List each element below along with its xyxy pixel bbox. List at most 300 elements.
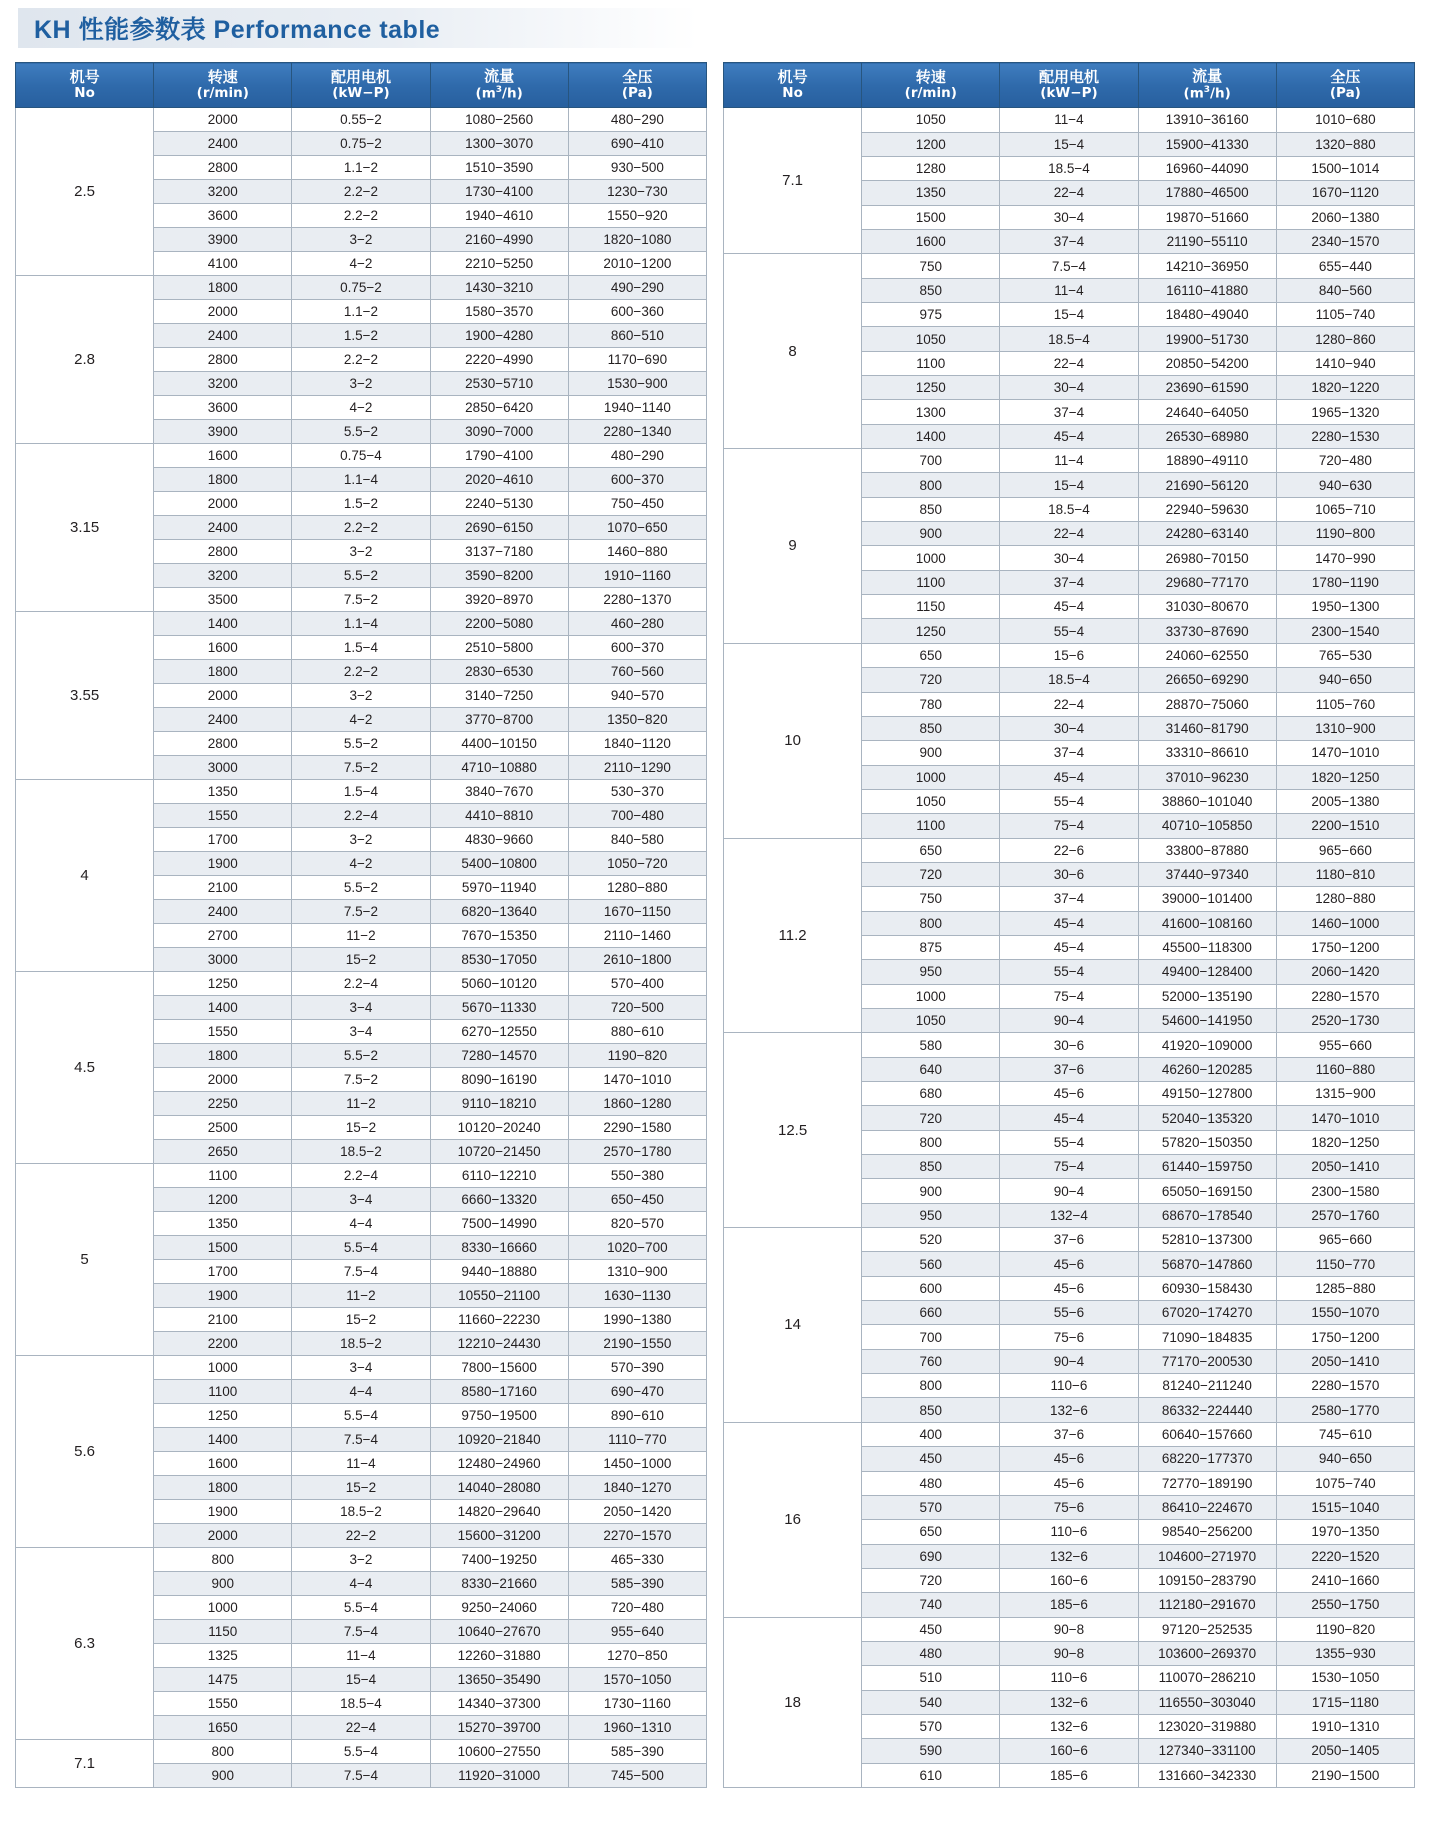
cell-rpm: 1800: [154, 1476, 292, 1500]
cell-pressure: 2290−1580: [568, 1116, 706, 1140]
cell-flow: 5670−11330: [430, 996, 568, 1020]
cell-rpm: 1600: [154, 1452, 292, 1476]
header-motor-unit: (kW−P): [1040, 85, 1098, 101]
cell-pressure: 1515−1040: [1276, 1495, 1414, 1519]
cell-rpm: 1250: [154, 1404, 292, 1428]
table-body-left: [16, 108, 707, 1788]
cell-motor: 37−4: [1000, 400, 1138, 424]
cell-motor: 4−2: [292, 252, 430, 276]
cell-pressure: 760−560: [568, 660, 706, 684]
cell-motor: 2.2−2: [292, 660, 430, 684]
header-no-cn: 机号: [69, 67, 100, 86]
header-no: [16, 63, 154, 108]
table-row: [16, 972, 707, 996]
cell-pressure: 2060−1420: [1276, 960, 1414, 984]
cell-motor: 30−6: [1000, 1033, 1138, 1057]
cell-pressure: 480−290: [568, 108, 706, 132]
cell-pressure: 1070−650: [568, 516, 706, 540]
cell-motor: 5.5−2: [292, 876, 430, 900]
cell-flow: 9110−18210: [430, 1092, 568, 1116]
cell-motor: 90−4: [1000, 1179, 1138, 1203]
cell-rpm: 700: [862, 449, 1000, 473]
cell-rpm: 1900: [154, 1284, 292, 1308]
cell-rpm: 3600: [154, 204, 292, 228]
cell-model-no: 14: [724, 1228, 862, 1423]
cell-rpm: 3500: [154, 588, 292, 612]
cell-rpm: 510: [862, 1666, 1000, 1690]
cell-flow: 7670−15350: [430, 924, 568, 948]
cell-flow: 1900−4280: [430, 324, 568, 348]
cell-pressure: 720−480: [1276, 449, 1414, 473]
cell-motor: 37−4: [1000, 887, 1138, 911]
cell-rpm: 2000: [154, 300, 292, 324]
cell-pressure: 765−530: [1276, 643, 1414, 667]
cell-motor: 37−4: [1000, 229, 1138, 253]
cell-flow: 18890−49110: [1138, 449, 1276, 473]
cell-rpm: 1150: [862, 595, 1000, 619]
cell-rpm: 570: [862, 1714, 1000, 1738]
cell-rpm: 1100: [862, 570, 1000, 594]
cell-motor: 4−4: [292, 1212, 430, 1236]
cell-pressure: 1180−810: [1276, 862, 1414, 886]
table-row: [724, 1617, 1415, 1641]
cell-pressure: 690−470: [568, 1380, 706, 1404]
cell-rpm: 740: [862, 1593, 1000, 1617]
cell-motor: 4−4: [292, 1380, 430, 1404]
cell-flow: 10720−21450: [430, 1140, 568, 1164]
cell-pressure: 720−500: [568, 996, 706, 1020]
cell-rpm: 2200: [154, 1332, 292, 1356]
cell-pressure: 465−330: [568, 1548, 706, 1572]
cell-rpm: 1400: [154, 996, 292, 1020]
cell-motor: 0.75−4: [292, 444, 430, 468]
cell-motor: 5.5−2: [292, 564, 430, 588]
cell-flow: 123020−319880: [1138, 1714, 1276, 1738]
cell-pressure: 650−450: [568, 1188, 706, 1212]
cell-model-no: 16: [724, 1422, 862, 1617]
cell-pressure: 1730−1160: [568, 1692, 706, 1716]
cell-pressure: 585−390: [568, 1572, 706, 1596]
cell-rpm: 750: [862, 254, 1000, 278]
cell-pressure: 1110−770: [568, 1428, 706, 1452]
cell-flow: 33730−87690: [1138, 619, 1276, 643]
table-body-right: [724, 108, 1415, 1788]
cell-flow: 3770−8700: [430, 708, 568, 732]
cell-rpm: 1900: [154, 1500, 292, 1524]
cell-pressure: 1820−1250: [1276, 765, 1414, 789]
cell-rpm: 2100: [154, 876, 292, 900]
cell-pressure: 1780−1190: [1276, 570, 1414, 594]
cell-rpm: 2250: [154, 1092, 292, 1116]
cell-pressure: 1105−740: [1276, 303, 1414, 327]
cell-pressure: 1190−800: [1276, 522, 1414, 546]
table-row: [724, 1228, 1415, 1252]
cell-flow: 24280−63140: [1138, 522, 1276, 546]
cell-motor: 160−6: [1000, 1739, 1138, 1763]
cell-rpm: 1600: [154, 444, 292, 468]
cell-pressure: 940−650: [1276, 1447, 1414, 1471]
cell-flow: 1790−4100: [430, 444, 568, 468]
cell-motor: 15−2: [292, 1308, 430, 1332]
cell-model-no: 5.6: [16, 1356, 154, 1548]
cell-flow: 29680−77170: [1138, 570, 1276, 594]
cell-flow: 15270−39700: [430, 1716, 568, 1740]
cell-rpm: 450: [862, 1447, 1000, 1471]
cell-flow: 5400−10800: [430, 852, 568, 876]
cell-pressure: 1750−1200: [1276, 935, 1414, 959]
table-row: [16, 612, 707, 636]
cell-flow: 16960−44090: [1138, 156, 1276, 180]
cell-flow: 68220−177370: [1138, 1447, 1276, 1471]
cell-pressure: 720−480: [568, 1596, 706, 1620]
cell-pressure: 600−370: [568, 636, 706, 660]
cell-pressure: 2050−1410: [1276, 1155, 1414, 1179]
cell-motor: 5.5−4: [292, 1596, 430, 1620]
header-no-en: No: [74, 85, 95, 101]
cell-pressure: 1670−1120: [1276, 181, 1414, 205]
cell-flow: 21690−56120: [1138, 473, 1276, 497]
cell-flow: 19900−51730: [1138, 327, 1276, 351]
cell-flow: 38860−101040: [1138, 789, 1276, 813]
cell-rpm: 580: [862, 1033, 1000, 1057]
cell-rpm: 1000: [862, 765, 1000, 789]
cell-flow: 60640−157660: [1138, 1422, 1276, 1446]
cell-flow: 10600−27550: [430, 1740, 568, 1764]
cell-pressure: 1460−1000: [1276, 911, 1414, 935]
cell-rpm: 1550: [154, 1020, 292, 1044]
cell-flow: 46260−120285: [1138, 1057, 1276, 1081]
cell-motor: 18.5−4: [1000, 497, 1138, 521]
cell-rpm: 660: [862, 1301, 1000, 1325]
cell-motor: 45−6: [1000, 1252, 1138, 1276]
cell-pressure: 840−560: [1276, 278, 1414, 302]
cell-motor: 37−4: [1000, 570, 1138, 594]
cell-model-no: 7.1: [724, 108, 862, 254]
cell-flow: 13650−35490: [430, 1668, 568, 1692]
cell-pressure: 1460−880: [568, 540, 706, 564]
cell-motor: 18.5−4: [292, 1692, 430, 1716]
cell-pressure: 2190−1550: [568, 1332, 706, 1356]
cell-pressure: 880−610: [568, 1020, 706, 1044]
cell-rpm: 1400: [862, 424, 1000, 448]
cell-pressure: 1910−1310: [1276, 1714, 1414, 1738]
cell-flow: 33310−86610: [1138, 741, 1276, 765]
cell-rpm: 900: [862, 522, 1000, 546]
cell-motor: 110−6: [1000, 1520, 1138, 1544]
cell-pressure: 1750−1200: [1276, 1325, 1414, 1349]
cell-rpm: 1800: [154, 276, 292, 300]
cell-flow: 6270−12550: [430, 1020, 568, 1044]
cell-motor: 1.5−4: [292, 636, 430, 660]
cell-flow: 49150−127800: [1138, 1082, 1276, 1106]
cell-pressure: 1280−880: [568, 876, 706, 900]
cell-motor: 30−4: [1000, 716, 1138, 740]
cell-pressure: 2050−1405: [1276, 1739, 1414, 1763]
cell-motor: 5.5−4: [292, 1404, 430, 1428]
cell-flow: 5970−11940: [430, 876, 568, 900]
cell-pressure: 1075−740: [1276, 1471, 1414, 1495]
cell-flow: 6110−12210: [430, 1164, 568, 1188]
cell-pressure: 1570−1050: [568, 1668, 706, 1692]
cell-rpm: 640: [862, 1057, 1000, 1081]
cell-pressure: 1820−1220: [1276, 376, 1414, 400]
cell-motor: 1.5−4: [292, 780, 430, 804]
header-no-cn: 机号: [777, 67, 808, 86]
cell-rpm: 4100: [154, 252, 292, 276]
cell-flow: 10120−20240: [430, 1116, 568, 1140]
cell-rpm: 850: [862, 1155, 1000, 1179]
cell-flow: 12480−24960: [430, 1452, 568, 1476]
tables-container: [15, 62, 1415, 1788]
cell-rpm: 720: [862, 1106, 1000, 1130]
cell-rpm: 480: [862, 1641, 1000, 1665]
cell-motor: 75−4: [1000, 1155, 1138, 1179]
cell-motor: 90−8: [1000, 1617, 1138, 1641]
cell-rpm: 2000: [154, 1068, 292, 1092]
cell-motor: 4−2: [292, 708, 430, 732]
cell-pressure: 1020−700: [568, 1236, 706, 1260]
cell-rpm: 1100: [154, 1380, 292, 1404]
cell-flow: 3840−7670: [430, 780, 568, 804]
cell-motor: 3−2: [292, 1548, 430, 1572]
cell-pressure: 2280−1530: [1276, 424, 1414, 448]
cell-rpm: 590: [862, 1739, 1000, 1763]
cell-motor: 30−4: [1000, 376, 1138, 400]
cell-motor: 45−6: [1000, 1276, 1138, 1300]
cell-rpm: 1280: [862, 156, 1000, 180]
cell-model-no: 4.5: [16, 972, 154, 1164]
cell-flow: 20850−54200: [1138, 351, 1276, 375]
header-no-en: No: [782, 85, 803, 101]
cell-rpm: 1550: [154, 804, 292, 828]
cell-pressure: 1670−1150: [568, 900, 706, 924]
cell-flow: 98540−256200: [1138, 1520, 1276, 1544]
cell-pressure: 1280−880: [1276, 887, 1414, 911]
table-row: [724, 1033, 1415, 1057]
cell-rpm: 900: [154, 1572, 292, 1596]
header-flow-cn: 流量: [484, 67, 515, 85]
cell-flow: 1580−3570: [430, 300, 568, 324]
cell-pressure: 2280−1570: [1276, 984, 1414, 1008]
cell-motor: 37−6: [1000, 1422, 1138, 1446]
cell-rpm: 2500: [154, 1116, 292, 1140]
cell-motor: 132−6: [1000, 1398, 1138, 1422]
cell-rpm: 2000: [154, 1524, 292, 1548]
cell-pressure: 600−360: [568, 300, 706, 324]
cell-rpm: 800: [862, 911, 1000, 935]
cell-rpm: 760: [862, 1349, 1000, 1373]
cell-pressure: 955−660: [1276, 1033, 1414, 1057]
cell-model-no: 3.55: [16, 612, 154, 780]
cell-motor: 22−4: [1000, 181, 1138, 205]
cell-rpm: 2400: [154, 132, 292, 156]
cell-pressure: 1820−1080: [568, 228, 706, 252]
cell-pressure: 1190−820: [1276, 1617, 1414, 1641]
cell-model-no: 3.15: [16, 444, 154, 612]
cell-pressure: 1450−1000: [568, 1452, 706, 1476]
cell-motor: 7.5−4: [292, 1620, 430, 1644]
cell-rpm: 1800: [154, 468, 292, 492]
cell-flow: 3590−8200: [430, 564, 568, 588]
cell-motor: 22−4: [1000, 522, 1138, 546]
cell-flow: 65050−169150: [1138, 1179, 1276, 1203]
cell-flow: 8530−17050: [430, 948, 568, 972]
cell-rpm: 800: [154, 1740, 292, 1764]
cell-rpm: 700: [862, 1325, 1000, 1349]
cell-motor: 110−6: [1000, 1374, 1138, 1398]
cell-rpm: 1200: [862, 132, 1000, 156]
cell-motor: 30−6: [1000, 862, 1138, 886]
header-pressure-cn: 全压: [622, 67, 653, 86]
cell-flow: 10920−21840: [430, 1428, 568, 1452]
cell-flow: 26650−69290: [1138, 668, 1276, 692]
cell-rpm: 1300: [862, 400, 1000, 424]
cell-motor: 30−4: [1000, 546, 1138, 570]
cell-motor: 4−4: [292, 1572, 430, 1596]
cell-flow: 2210−5250: [430, 252, 568, 276]
cell-pressure: 1270−850: [568, 1644, 706, 1668]
cell-flow: 5060−10120: [430, 972, 568, 996]
cell-motor: 45−6: [1000, 1082, 1138, 1106]
header-rpm: [862, 63, 1000, 108]
cell-flow: 8580−17160: [430, 1380, 568, 1404]
cell-rpm: 3000: [154, 756, 292, 780]
cell-rpm: 1800: [154, 660, 292, 684]
table-row: [16, 1164, 707, 1188]
cell-motor: 110−6: [1000, 1666, 1138, 1690]
cell-pressure: 2280−1370: [568, 588, 706, 612]
cell-motor: 18.5−4: [1000, 156, 1138, 180]
cell-flow: 10640−27670: [430, 1620, 568, 1644]
cell-motor: 18.5−4: [1000, 327, 1138, 351]
cell-motor: 132−4: [1000, 1203, 1138, 1227]
cell-flow: 12260−31880: [430, 1644, 568, 1668]
cell-flow: 10550−21100: [430, 1284, 568, 1308]
cell-rpm: 1700: [154, 1260, 292, 1284]
cell-motor: 1.5−2: [292, 324, 430, 348]
table-row: [16, 276, 707, 300]
cell-pressure: 2300−1540: [1276, 619, 1414, 643]
cell-flow: 61440−159750: [1138, 1155, 1276, 1179]
cell-motor: 45−4: [1000, 595, 1138, 619]
cell-motor: 7.5−4: [292, 1260, 430, 1284]
cell-pressure: 1990−1380: [568, 1308, 706, 1332]
cell-model-no: 9: [724, 449, 862, 644]
cell-rpm: 610: [862, 1763, 1000, 1788]
cell-flow: 4410−8810: [430, 804, 568, 828]
title-prefix: KH: [34, 16, 72, 44]
cell-rpm: 2100: [154, 1308, 292, 1332]
header-rpm-unit: (r/min): [904, 85, 957, 101]
cell-motor: 45−4: [1000, 935, 1138, 959]
cell-model-no: 5: [16, 1164, 154, 1356]
cell-motor: 132−6: [1000, 1544, 1138, 1568]
cell-motor: 3−2: [292, 828, 430, 852]
cell-pressure: 480−290: [568, 444, 706, 468]
cell-pressure: 2110−1460: [568, 924, 706, 948]
cell-model-no: 12.5: [724, 1033, 862, 1228]
cell-motor: 75−6: [1000, 1325, 1138, 1349]
cell-motor: 11−4: [292, 1644, 430, 1668]
cell-flow: 4710−10880: [430, 756, 568, 780]
cell-flow: 39000−101400: [1138, 887, 1276, 911]
cell-flow: 2850−6420: [430, 396, 568, 420]
header-pressure-unit: (Pa): [621, 85, 653, 101]
cell-motor: 4−2: [292, 852, 430, 876]
cell-rpm: 1550: [154, 1692, 292, 1716]
cell-flow: 31030−80670: [1138, 595, 1276, 619]
header-pressure-cn: 全压: [1330, 67, 1361, 86]
cell-rpm: 560: [862, 1252, 1000, 1276]
cell-flow: 112180−291670: [1138, 1593, 1276, 1617]
cell-pressure: 1910−1160: [568, 564, 706, 588]
cell-pressure: 2005−1380: [1276, 789, 1414, 813]
cell-rpm: 1000: [862, 546, 1000, 570]
cell-rpm: 570: [862, 1495, 1000, 1519]
cell-motor: 132−6: [1000, 1690, 1138, 1714]
cell-flow: 37010−96230: [1138, 765, 1276, 789]
performance-table-left: [15, 62, 707, 1788]
cell-motor: 7.5−2: [292, 588, 430, 612]
cell-flow: 3920−8970: [430, 588, 568, 612]
cell-pressure: 930−500: [568, 156, 706, 180]
cell-flow: 24640−64050: [1138, 400, 1276, 424]
cell-motor: 37−4: [1000, 741, 1138, 765]
cell-pressure: 490−290: [568, 276, 706, 300]
cell-pressure: 1470−1010: [1276, 741, 1414, 765]
cell-rpm: 2000: [154, 492, 292, 516]
cell-flow: 56870−147860: [1138, 1252, 1276, 1276]
cell-motor: 7.5−2: [292, 756, 430, 780]
cell-rpm: 750: [862, 887, 1000, 911]
cell-motor: 2.2−2: [292, 180, 430, 204]
cell-motor: 11−4: [1000, 449, 1138, 473]
cell-motor: 75−4: [1000, 984, 1138, 1008]
cell-motor: 15−2: [292, 1116, 430, 1140]
cell-flow: 37440−97340: [1138, 862, 1276, 886]
cell-pressure: 460−280: [568, 612, 706, 636]
cell-rpm: 480: [862, 1471, 1000, 1495]
cell-rpm: 1100: [862, 351, 1000, 375]
header-rpm-cn: 转速: [207, 67, 238, 86]
cell-motor: 3−4: [292, 1188, 430, 1212]
cell-pressure: 1550−920: [568, 204, 706, 228]
cell-flow: 9440−18880: [430, 1260, 568, 1284]
cell-flow: 60930−158430: [1138, 1276, 1276, 1300]
cell-motor: 2.2−4: [292, 804, 430, 828]
cell-pressure: 1530−900: [568, 372, 706, 396]
cell-rpm: 1050: [862, 108, 1000, 132]
cell-rpm: 3900: [154, 420, 292, 444]
cell-motor: 22−4: [1000, 692, 1138, 716]
cell-pressure: 1050−720: [568, 852, 706, 876]
cell-pressure: 1840−1270: [568, 1476, 706, 1500]
cell-pressure: 1820−1250: [1276, 1130, 1414, 1154]
cell-motor: 18.5−2: [292, 1500, 430, 1524]
cell-rpm: 2800: [154, 156, 292, 180]
cell-pressure: 2220−1520: [1276, 1544, 1414, 1568]
cell-motor: 11−2: [292, 1092, 430, 1116]
cell-flow: 52040−135320: [1138, 1106, 1276, 1130]
cell-pressure: 1320−880: [1276, 132, 1414, 156]
cell-pressure: 585−390: [568, 1740, 706, 1764]
cell-pressure: 1840−1120: [568, 732, 706, 756]
cell-motor: 75−4: [1000, 814, 1138, 838]
cell-pressure: 1280−860: [1276, 327, 1414, 351]
cell-rpm: 1900: [154, 852, 292, 876]
cell-pressure: 1230−730: [568, 180, 706, 204]
cell-pressure: 1970−1350: [1276, 1520, 1414, 1544]
